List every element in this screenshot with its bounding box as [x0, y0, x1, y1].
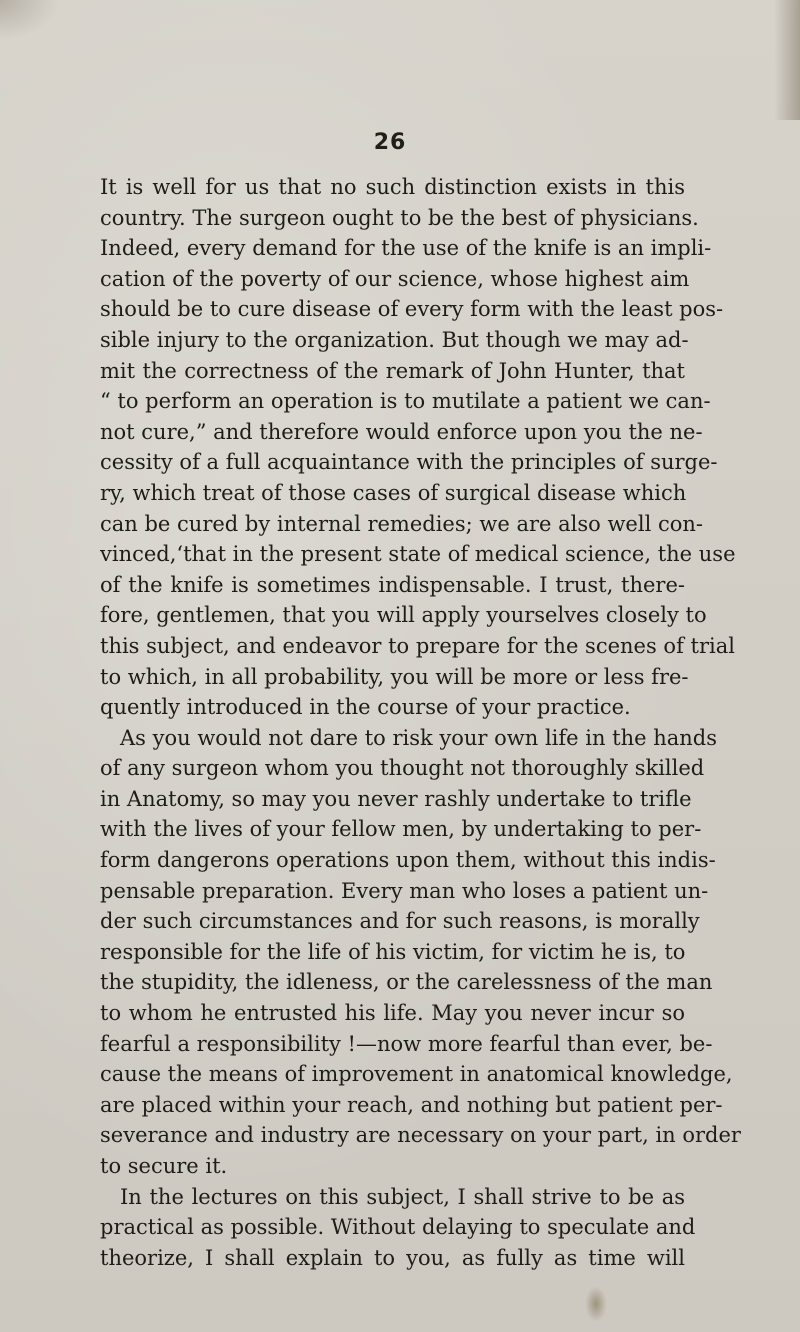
- text-line: can be cured by internal remedies; we are also well con-: [100, 511, 703, 536]
- text-line: cause the means of improvement in anatomical knowledge,: [100, 1062, 733, 1087]
- text-line: to secure it.: [100, 1154, 228, 1178]
- text-line: Indeed, every demand for the use of the knife is an impli-: [100, 236, 712, 261]
- paper-stain: [0, 0, 60, 40]
- text-line: pensable preparation. Every man who loses a patient un-: [100, 878, 709, 903]
- paper-edge-stain: [774, 0, 800, 120]
- text-line: should be to cure disease of every form with the least pos-: [100, 297, 724, 322]
- text-line: country. The surgeon ought to be the best of physicians.: [100, 205, 699, 230]
- text-line: der such circumstances and for such reasons, is morally: [100, 909, 700, 934]
- text-line: this subject, and endeavor to prepare for the scenes of trial: [100, 633, 735, 658]
- text-line: to whom he entrusted his life. May you never incur so: [100, 1001, 685, 1026]
- text-line: ry, which treat of those cases of surgical disease which: [100, 480, 687, 505]
- text-line: quently introduced in the course of your practice.: [100, 695, 631, 720]
- text-line: of the knife is sometimes indispensable. I trust, there-: [100, 572, 685, 597]
- text-line: It is well for us that no such distinction exists in this: [100, 175, 685, 199]
- text-line: cation of the poverty of our science, whose highest aim: [100, 266, 690, 291]
- text-line: vinced,‘that in the present state of medical science, the use: [100, 542, 736, 567]
- text-line: “ to perform an operation is to mutilate a patient we can-: [100, 389, 711, 414]
- text-line: practical as possible. Without delaying to speculate and: [100, 1215, 696, 1240]
- text-line: form dangerons operations upon them, without this indis-: [100, 848, 716, 873]
- body-text: [100, 172, 741, 1273]
- text-line: As you would not dare to risk your own life in the hands: [120, 725, 718, 750]
- text-line: mit the correctness of the remark of John Hunter, that: [100, 358, 685, 383]
- page-number: 26: [373, 130, 407, 155]
- ink-smudge: [585, 1286, 607, 1322]
- text-line: in Anatomy, so may you never rashly undertake to trifle: [100, 786, 692, 811]
- text-line: responsible for the life of his victim, for victim he is, to: [100, 939, 686, 964]
- text-line: cessity of a full acquaintance with the principles of surge-: [100, 450, 718, 475]
- text-line: are placed within your reach, and nothing but patient per-: [100, 1092, 723, 1117]
- text-line: theorize, I shall explain to you, as fully as time will: [100, 1245, 685, 1270]
- text-line: not cure,” and therefore would enforce upon you the ne-: [100, 419, 703, 444]
- text-line: fearful a responsibility !—now more fearful than ever, be-: [100, 1031, 713, 1056]
- text-line: fore, gentlemen, that you will apply yourselves closely to: [100, 603, 707, 628]
- text-line: of any surgeon whom you thought not thoroughly skilled: [100, 756, 705, 781]
- text-line: In the lectures on this subject, I shall strive to be as: [120, 1184, 685, 1209]
- text-line: severance and industry are necessary on your part, in order: [100, 1123, 741, 1148]
- text-line: the stupidity, the idleness, or the carelessness of the man: [100, 970, 713, 995]
- text-line: with the lives of your fellow men, by undertaking to per-: [100, 817, 702, 842]
- text-line: sible injury to the organization. But though we may ad-: [100, 327, 689, 352]
- text-line: to which, in all probability, you will be more or less fre-: [100, 664, 689, 689]
